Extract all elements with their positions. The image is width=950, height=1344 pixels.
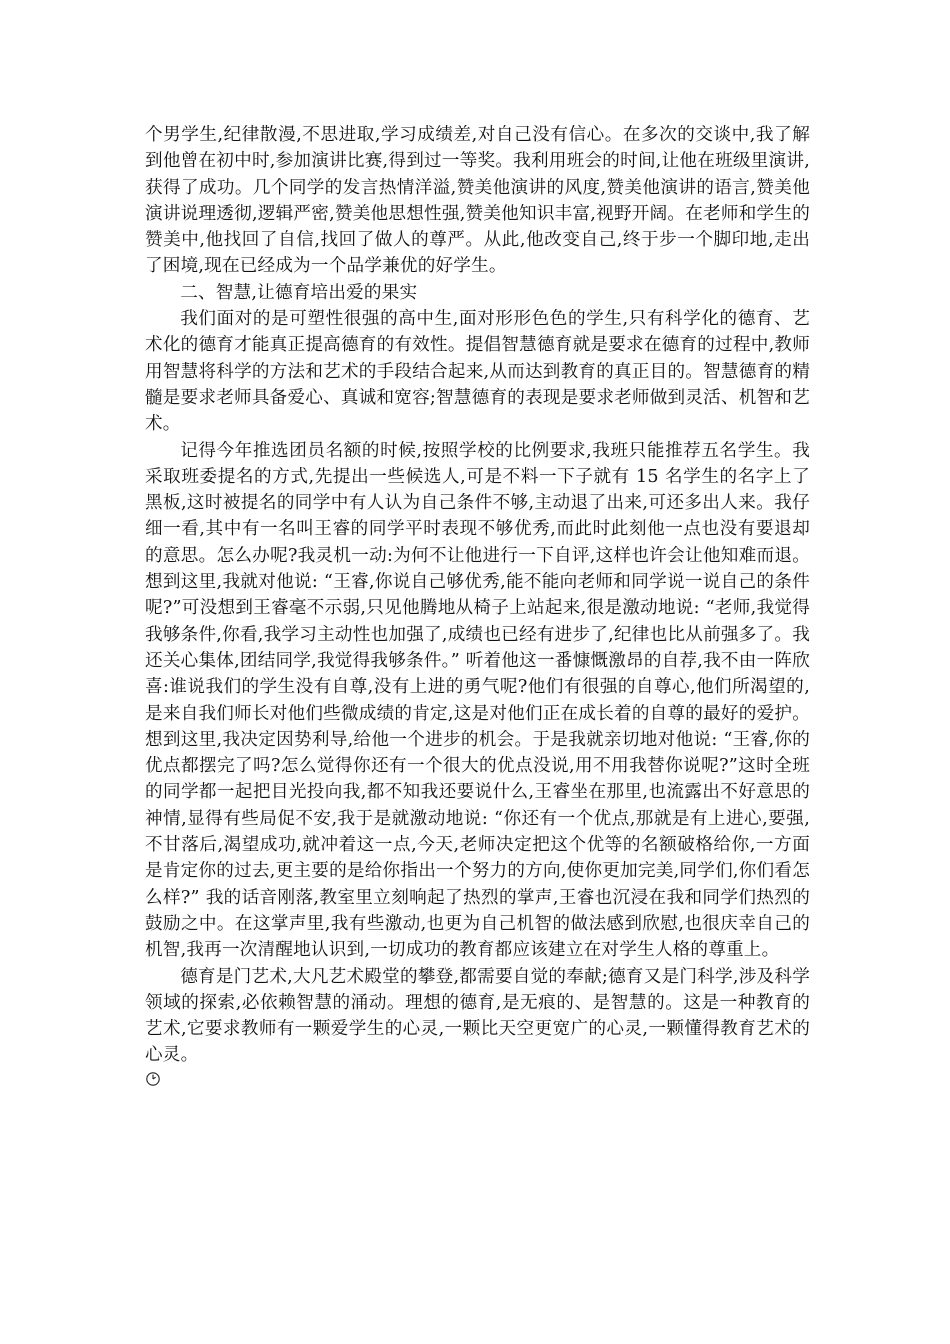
paragraph-wisdom-education: 我们面对的是可塑性很强的高中生,面对形形色色的学生,只有科学化的德育、艺术化的德育才能真正提高德育的有效性。提倡智慧德育就是要求在德育的过程中,教师用智慧将科学的方法和艺术的手段结合起来,从而达到教育的真正目的。智慧德育的精髓是要求老师具备爱心、真诚和宽容;智慧德育的表现是要求老师做到灵活、机智和艺术。 (145, 309, 810, 435)
paragraph-continuation: 个男学生,纪律散漫,不思进取,学习成绩差,对自己没有信心。在多次的交谈中,我了解到他曾在初中时,参加演讲比赛,得到过一等奖。我利用班会的时间,让他在班级里演讲,获得了成功。几个同学的发言热情洋溢,赞美他演讲的风度,赞美他演讲的语言,赞美他演讲说理透彻,逻辑严密,赞美他思想性强,赞美他知识丰富,视野开阔。在老师和学生的赞美中,他找回了自信,找回了做人的尊严。从此,他改变自己,终于步一个脚印地,走出了困境,现在已经成为一个品学兼优的好学生。 (145, 125, 810, 277)
paragraph-conclusion: 德育是门艺术,大凡艺术殿堂的攀登,都需要自觉的奉献;德育又是门科学,涉及科学领域的探索,必依赖智慧的涌动。理想的德育,是无痕的、是智慧的。这是一种教育的艺术,它要求教师有一颗爱学生的心灵,一颗比天空更宽广的心灵,一颗懂得教育艺术的心灵。 (145, 966, 810, 1066)
section-heading: 二、智慧,让德育培出爱的果实 (180, 282, 418, 303)
paragraph-story: 记得今年推选团员名额的时候,按照学校的比例要求,我班只能推荐五名学生。我采取班委提名的方式,先提出一些候选人,可是不料一下子就有 15 名学生的名字上了黑板,这时被提名的同学中有人认为自己条件不够,主动退了出来,可还多出人来。我仔细一看,其中有一名叫王睿的同学平时表现不够优秀,而此时此刻他一点也没有要退却的意思。怎么办呢?我灵机一动:为何不让他进行一下自评,这样也许会让他知难而退。想到这里,我就对他说: “王睿,你说自己够优秀,能不能向老师和同学说一说自己的条件呢?”可没想到王睿毫不示弱,只见他腾地从椅子上站起来,很是激动地说: “老师,我觉得我够条件,你看,我学习主动性也加强了,成绩也已经有进步了,纪律也比从前强多了。我还关心集体,团结同学,我觉得我够条件。” 听着他这一番慷慨激昂的自荐,我不由一阵欣喜:谁说我们的学生没有自尊,没有上进的勇气呢?他们有很强的自尊心,他们所渴望的,是来自我们师长对他们些微成绩的肯定,这是对他们正在成长着的自尊的最好的爱护。想到这里,我决定因势利导,给他一个进步的机会。于是我就亲切地对他说: “王睿,你的优点都摆完了吗?怎么觉得你还有一个很大的优点没说,用不用我替你说呢?”这时全班的同学都一起把目光投向我,都不知我还要说什么,王睿坐在那里,也流露出不好意思的神情,显得有些局促不安,我于是就激动地说: “你还有一个优点,那就是有上进心,要强,不甘落后,渴望成功,就冲着这一点,今天,老师决定把这个优等的名额破格给你,一方面是肯定你的过去,更主要的是给你指出一个努力的方向,使你更加完美,同学们,你们看怎么样?” 我的话音刚落,教室里立刻响起了热烈的掌声,王睿也沉浸在我和同学们热烈的鼓励之中。在这掌声里,我有些激动,也更为自己机智的做法感到欣慰,也很庆幸自己的机智,我再一次清醒地认识到,一切成功的教育都应该建立在对学生人格的尊重上。 (145, 440, 810, 961)
document-body (145, 122, 810, 1095)
clock-icon (145, 1071, 161, 1087)
